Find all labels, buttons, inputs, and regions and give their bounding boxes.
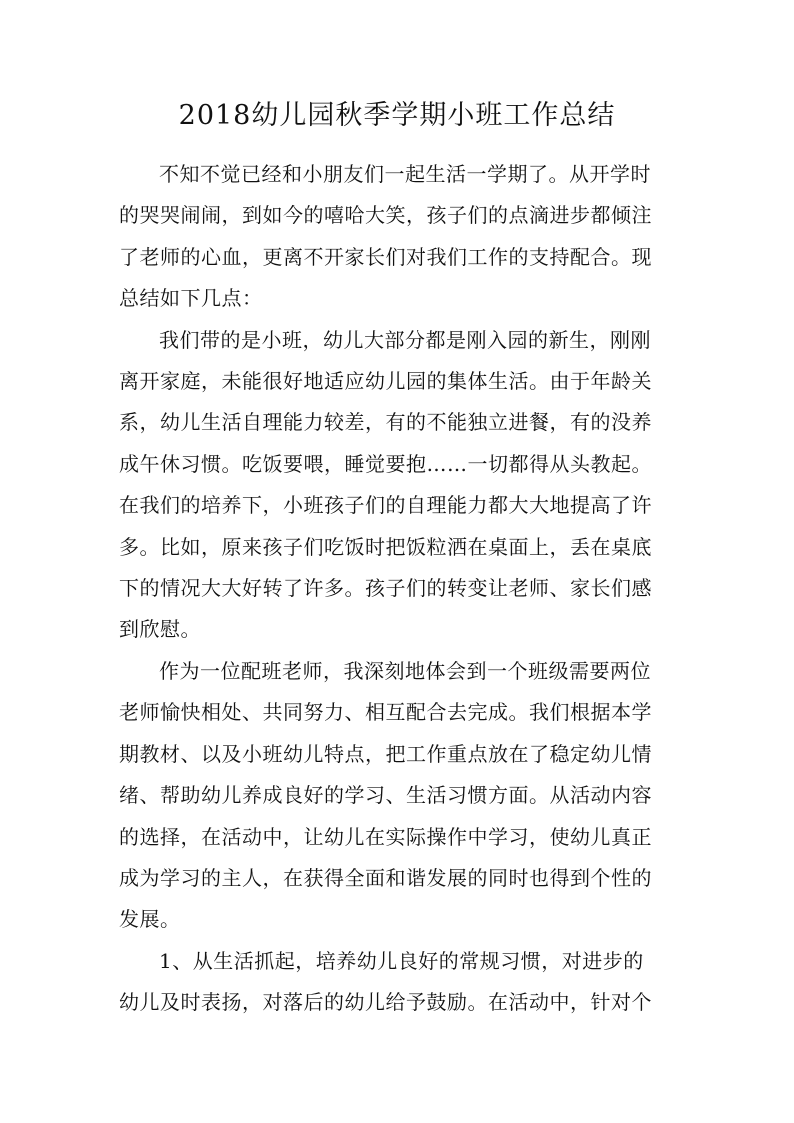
- text-line: 总结如下几点：: [119, 286, 263, 311]
- document-body: [119, 154, 679, 1024]
- text-line: 幼儿及时表扬，对落后的幼儿给予鼓励。在活动中，针对个: [119, 990, 652, 1015]
- text-line: 成午休习惯。吃饭要喂，睡觉要抱……一切都得从头教起。: [119, 451, 652, 476]
- text-line: 系，幼儿生活自理能力较差，有的不能独立进餐，有的没养: [119, 410, 652, 435]
- paragraph-small-class: [119, 320, 679, 651]
- text-line: 不知不觉已经和小朋友们一起生活一学期了。从开学时: [159, 162, 651, 186]
- paragraph-teacher: [119, 651, 679, 941]
- paragraph-item-1: [119, 941, 679, 1024]
- text-line: 期教材、以及小班幼儿特点，把工作重点放在了稳定幼儿情: [119, 741, 652, 766]
- text-line: 下的情况大大好转了许多。孩子们的转变让老师、家长们感: [119, 576, 652, 601]
- text-line: 的选择，在活动中，让幼儿在实际操作中学习，使幼儿真正: [119, 824, 652, 849]
- text-line: 多。比如，原来孩子们吃饭时把饭粒洒在桌面上，丢在桌底: [119, 534, 652, 559]
- text-line: 老师愉快相处、共同努力、相互配合去完成。我们根据本学: [119, 700, 652, 725]
- text-line: 的哭哭闹闹，到如今的嘻哈大笑，孩子们的点滴进步都倾注: [119, 203, 652, 228]
- text-line: 绪、帮助幼儿养成良好的学习、生活习惯方面。从活动内容: [119, 783, 652, 808]
- text-line: 在我们的培养下，小班孩子们的自理能力都大大地提高了许: [119, 493, 652, 518]
- text-line: 了老师的心血，更离不开家长们对我们工作的支持配合。现: [119, 244, 652, 269]
- text-line: 1、从生活抓起，培养幼儿良好的常规习惯，对进步的: [159, 948, 644, 973]
- text-line: 离开家庭，未能很好地适应幼儿园的集体生活。由于年龄关: [119, 369, 652, 394]
- text-line: 到欣慰。: [119, 617, 201, 642]
- text-line: 作为一位配班老师，我深刻地体会到一个班级需要两位: [159, 658, 651, 683]
- document-title: 2018幼儿园秋季学期小班工作总结: [178, 100, 616, 131]
- text-line: 成为学习的主人，在获得全面和谐发展的同时也得到个性的: [119, 865, 652, 890]
- text-line: 发展。: [119, 907, 181, 932]
- text-line: 我们带的是小班，幼儿大部分都是刚入园的新生，刚刚: [159, 327, 651, 352]
- paragraph-intro: [119, 154, 679, 320]
